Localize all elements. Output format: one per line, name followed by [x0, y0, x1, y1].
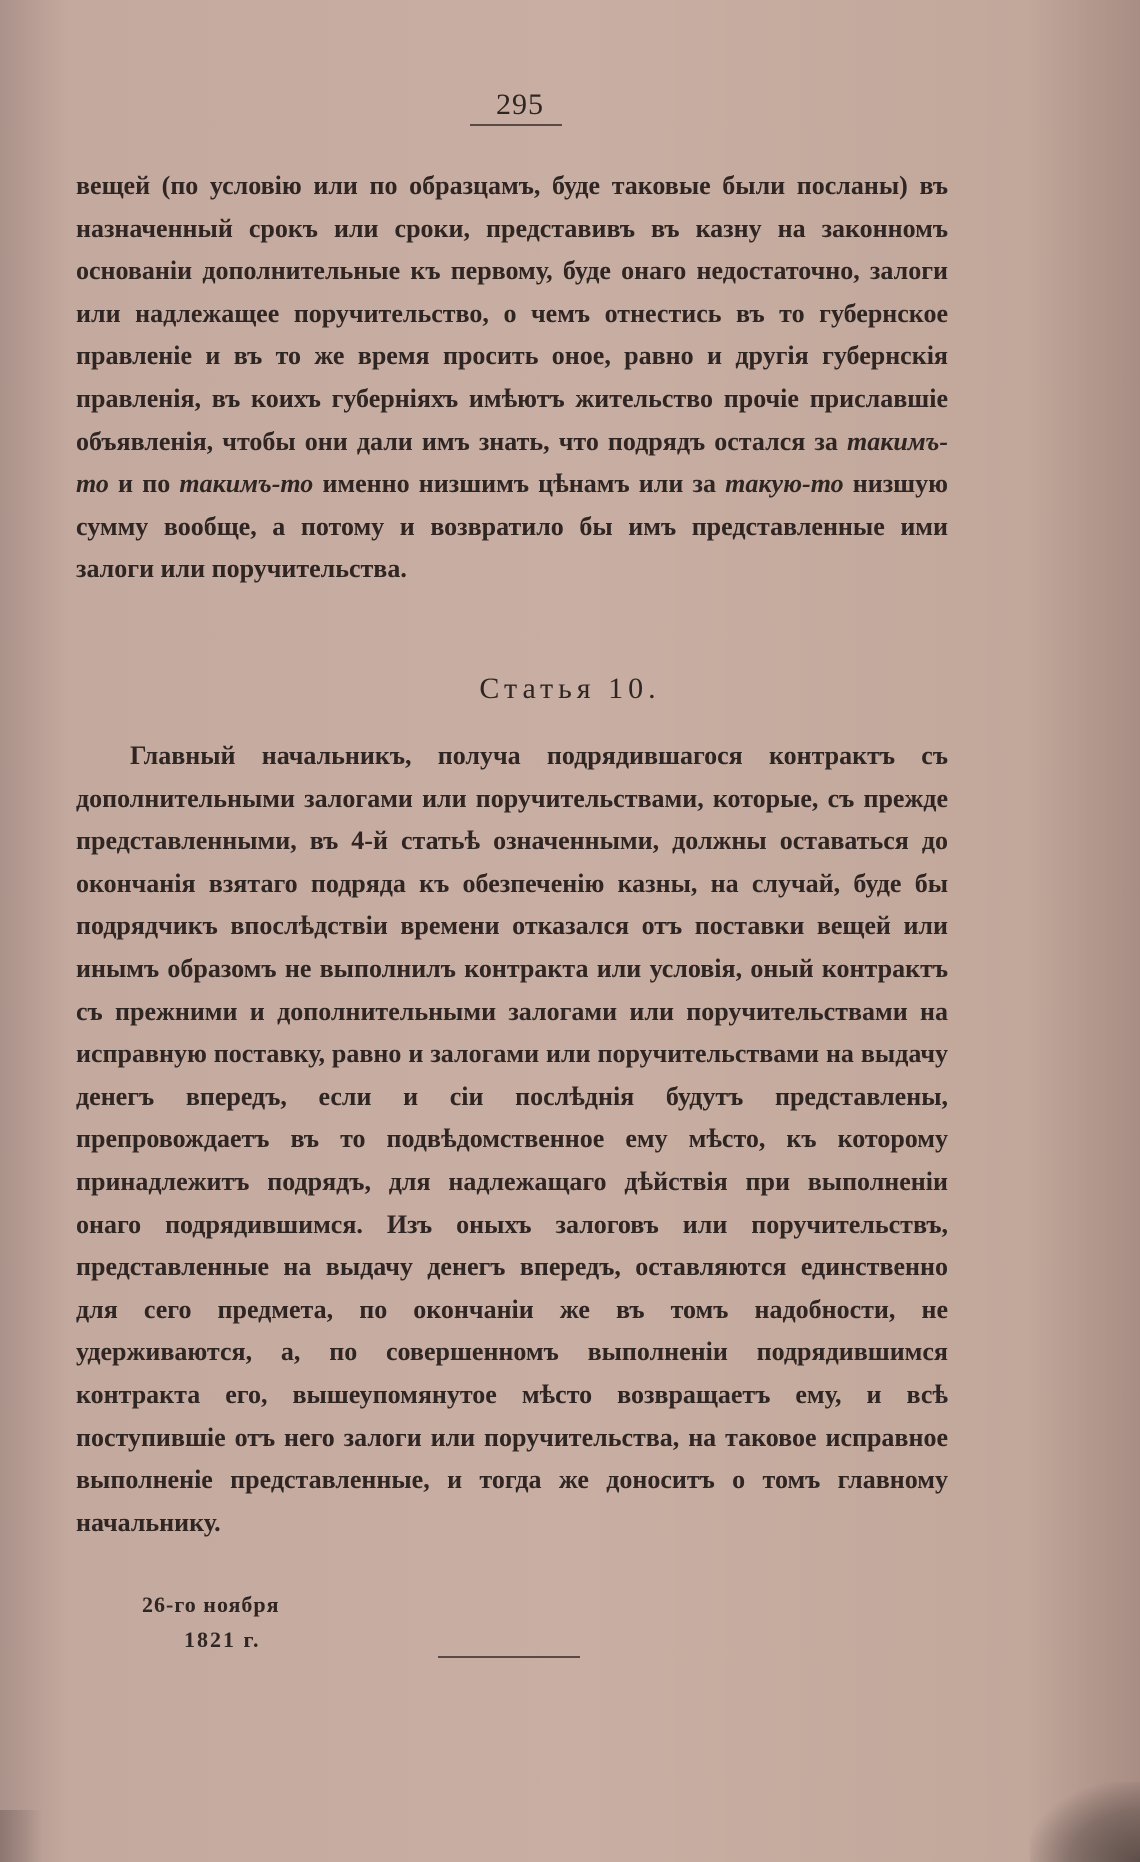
paragraph-1-text-d: низшую сумму вообще, а потому и возвратило бы имъ представленные ими залоги или поручительства.: [76, 469, 948, 584]
paragraph-1-italic-3: такую-то: [725, 469, 844, 499]
paragraph-1-text-a: вещей (по условію или по образцамъ, буде таковые были посланы) въ назначенный срокъ или сроки, представивъ въ казну на законномъ основаніи дополнительные къ первому, буде онаго недостаточно, залоги или надлежащее поручительство, о чемъ отнестись въ то губернское правленіе и въ то же время просить оное, равно и другія губернскія правленія, въ коихъ губерніяхъ имѣютъ жительство прочіе приславшіе объявленія, чтобы они дали имъ знать, что подрядъ остался за: [76, 171, 948, 456]
date-year: 1821 г.: [184, 1627, 261, 1652]
paragraph-1-italic-1: такимъ-то: [76, 426, 948, 499]
page-edge-shadow: [0, 1810, 42, 1862]
end-rule: [438, 1656, 580, 1658]
paragraph-1-italic-2: такимъ-то: [179, 469, 314, 499]
page-number: 295: [496, 88, 544, 121]
date-day-month: 26-го ноября: [142, 1592, 280, 1617]
page-number-underline: [470, 124, 562, 126]
paragraph-2: Главный начальникъ, получа подрядившагося контрактъ съ дополнительными залогами или поручительствами, которые, съ прежде представленными, въ 4-й статьѣ означенными, должны оставаться до окончанія взятаго подряда къ обезпеченію казны, на случай, буде бы подрядчикъ впослѣдствіи времени отказался отъ поставки вещей или инымъ образомъ не выполнилъ контракта или условія, оный контрактъ съ прежними и дополнительными залогами или поручительствами на исправную поставку, равно и залогами или поручительствами на выдачу денегъ впередъ, если и сіи послѣднія будутъ представлены, препровождаетъ въ то подвѣдомственное ему мѣсто, къ которому принадлежитъ подрядъ, для надлежащаго дѣйствія при выполненіи онаго подрядившимся. Изъ оныхъ залоговъ или поручительствъ, представленные на выдачу денегъ впередъ, оставляются единственно для сего предмета, по окончаніи же въ томъ надобности, не удерживаются, а, по совершенномъ выполненіи подрядившимся контракта его, вышеупомянутое мѣсто возвращаетъ ему, и всѣ поступившіе отъ него залоги или поручительства, на таковое исправное выполненіе представленные, и тогда же доноситъ о томъ главному начальнику.: [76, 741, 948, 1537]
article-heading: Статья 10.: [479, 672, 661, 705]
paragraph-continuation: [76, 165, 948, 591]
paragraph-1-text-b: и по: [108, 469, 180, 499]
paragraph-1-text-c: именно низшимъ цѣнамъ или за: [313, 469, 726, 499]
article-body: [76, 735, 948, 1544]
page-corner-shadow: [1030, 1782, 1140, 1862]
paragraph-1: [76, 165, 948, 591]
